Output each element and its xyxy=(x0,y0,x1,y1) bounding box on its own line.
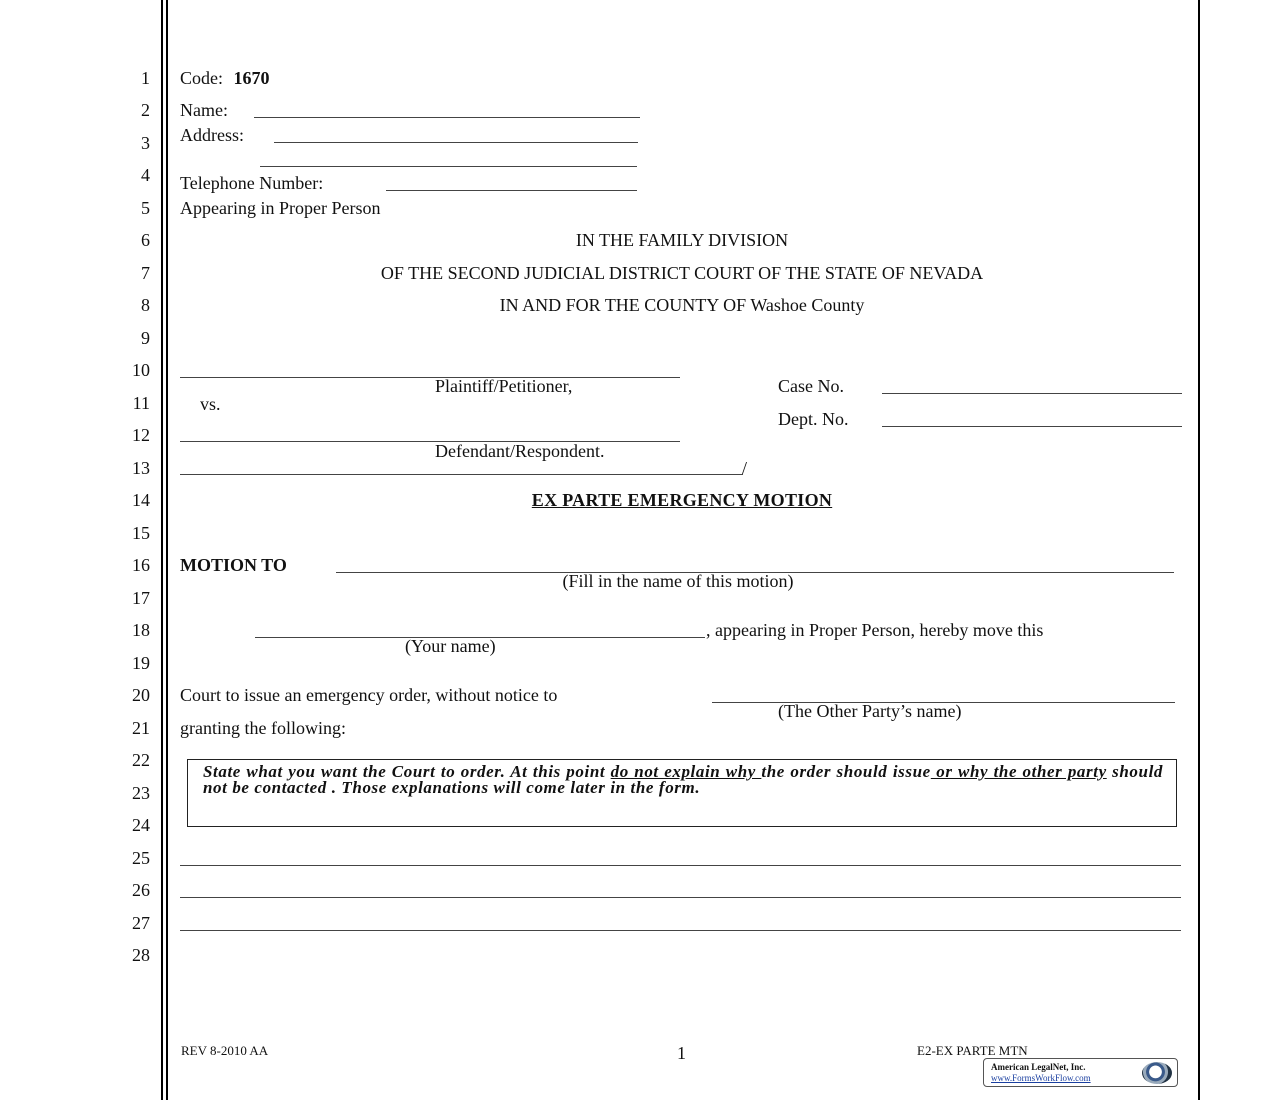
line-number: 22 xyxy=(132,750,150,770)
publisher-logo[interactable] xyxy=(983,1058,1178,1087)
instruction-part2: do not explain why xyxy=(610,762,762,781)
defendant-label: Defendant/Respondent. xyxy=(435,441,605,461)
plaintiff-label: Plaintiff/Petitioner, xyxy=(435,376,573,396)
caption-slash: / xyxy=(742,458,748,478)
line-number: 9 xyxy=(141,328,150,348)
globe-icon xyxy=(1142,1062,1172,1084)
left-margin-rule-inner xyxy=(166,0,168,1100)
line-number: 2 xyxy=(141,100,150,120)
line-number: 19 xyxy=(132,653,150,673)
order-answer-line3[interactable] xyxy=(180,930,1181,931)
appearing-text: , appearing in Proper Person, hereby move this xyxy=(706,620,1044,640)
appearing-proper-person: Appearing in Proper Person xyxy=(180,198,381,218)
court-heading-line2: OF THE SECOND JUDICIAL DISTRICT COURT OF THE STATE OF NEVADA xyxy=(380,263,984,283)
address-label: Address: xyxy=(180,125,244,145)
line-number: 13 xyxy=(132,458,150,478)
address-field-line1[interactable] xyxy=(274,142,638,143)
line-number: 16 xyxy=(132,555,150,575)
line-number: 4 xyxy=(141,165,150,185)
address-field-line2[interactable] xyxy=(260,166,637,167)
order-answer-line1[interactable] xyxy=(180,865,1181,866)
right-margin-rule xyxy=(1198,0,1200,1100)
left-margin-rule-outer xyxy=(161,0,163,1100)
code-label: Code: xyxy=(180,68,223,88)
motion-to-label: MOTION TO xyxy=(180,555,287,575)
telephone-label: Telephone Number: xyxy=(180,173,324,193)
instruction-part5: should not be contacted . Those explanations will come later in the form. xyxy=(203,762,1164,797)
name-field[interactable] xyxy=(254,117,640,118)
line-number: 12 xyxy=(132,425,150,445)
line-number: 1 xyxy=(141,68,150,88)
caption-bottom-rule xyxy=(180,474,743,475)
case-no-field[interactable] xyxy=(882,393,1182,394)
line-number: 26 xyxy=(132,880,150,900)
telephone-field[interactable] xyxy=(386,190,637,191)
case-no-label: Case No. xyxy=(778,376,844,396)
line-number: 14 xyxy=(132,490,150,510)
code-line xyxy=(180,68,270,88)
line-number: 23 xyxy=(132,783,150,803)
line-number: 28 xyxy=(132,945,150,965)
instruction-part4: or why the other party xyxy=(930,762,1107,781)
line-number: 18 xyxy=(132,620,150,640)
order-answer-line2[interactable] xyxy=(180,897,1181,898)
instruction-text xyxy=(203,764,1163,796)
your-name-hint: (Your name) xyxy=(405,636,496,656)
code-value: 1670 xyxy=(233,68,270,88)
line-number: 15 xyxy=(132,523,150,543)
form-id: E2-EX PARTE MTN xyxy=(917,1043,1028,1058)
other-party-hint: (The Other Party’s name) xyxy=(778,701,962,721)
motion-name-hint: (Fill in the name of this motion) xyxy=(562,571,794,591)
dept-no-field[interactable] xyxy=(882,426,1182,427)
line-number: 5 xyxy=(141,198,150,218)
plaintiff-field[interactable] xyxy=(180,377,680,378)
page-number: 1 xyxy=(677,1043,686,1063)
line-number: 6 xyxy=(141,230,150,250)
publisher-url-link[interactable]: www.FormsWorkFlow.com xyxy=(991,1073,1091,1083)
line-number: 27 xyxy=(132,913,150,933)
line-number: 11 xyxy=(132,393,150,413)
court-heading-line1: IN THE FAMILY DIVISION xyxy=(575,230,789,250)
document-title-wrap xyxy=(180,490,1184,511)
line-number: 25 xyxy=(132,848,150,868)
line-number: 24 xyxy=(132,815,150,835)
court-issue-text: Court to issue an emergency order, without notice to xyxy=(180,685,558,705)
line-number: 10 xyxy=(132,360,150,380)
line-number: 20 xyxy=(132,685,150,705)
revision-label: REV 8-2010 AA xyxy=(181,1043,269,1058)
line-number: 8 xyxy=(141,295,150,315)
court-heading-line3: IN AND FOR THE COUNTY OF Washoe County xyxy=(499,295,865,315)
instruction-part3: the order should issue xyxy=(761,762,931,781)
line-number: 7 xyxy=(141,263,150,283)
line-number: 21 xyxy=(132,718,150,738)
vs-label: vs. xyxy=(200,394,221,414)
defendant-field[interactable] xyxy=(180,441,680,442)
instruction-part1: State what you want the Court to order. At this point xyxy=(203,762,611,781)
line-number: 3 xyxy=(141,133,150,153)
document-title: EX PARTE EMERGENCY MOTION xyxy=(531,490,833,510)
granting-text: granting the following: xyxy=(180,718,346,738)
name-label: Name: xyxy=(180,100,228,120)
publisher-name: American LegalNet, Inc. xyxy=(991,1062,1086,1072)
instruction-box xyxy=(187,759,1177,827)
dept-no-label: Dept. No. xyxy=(778,409,849,429)
line-number: 17 xyxy=(132,588,150,608)
